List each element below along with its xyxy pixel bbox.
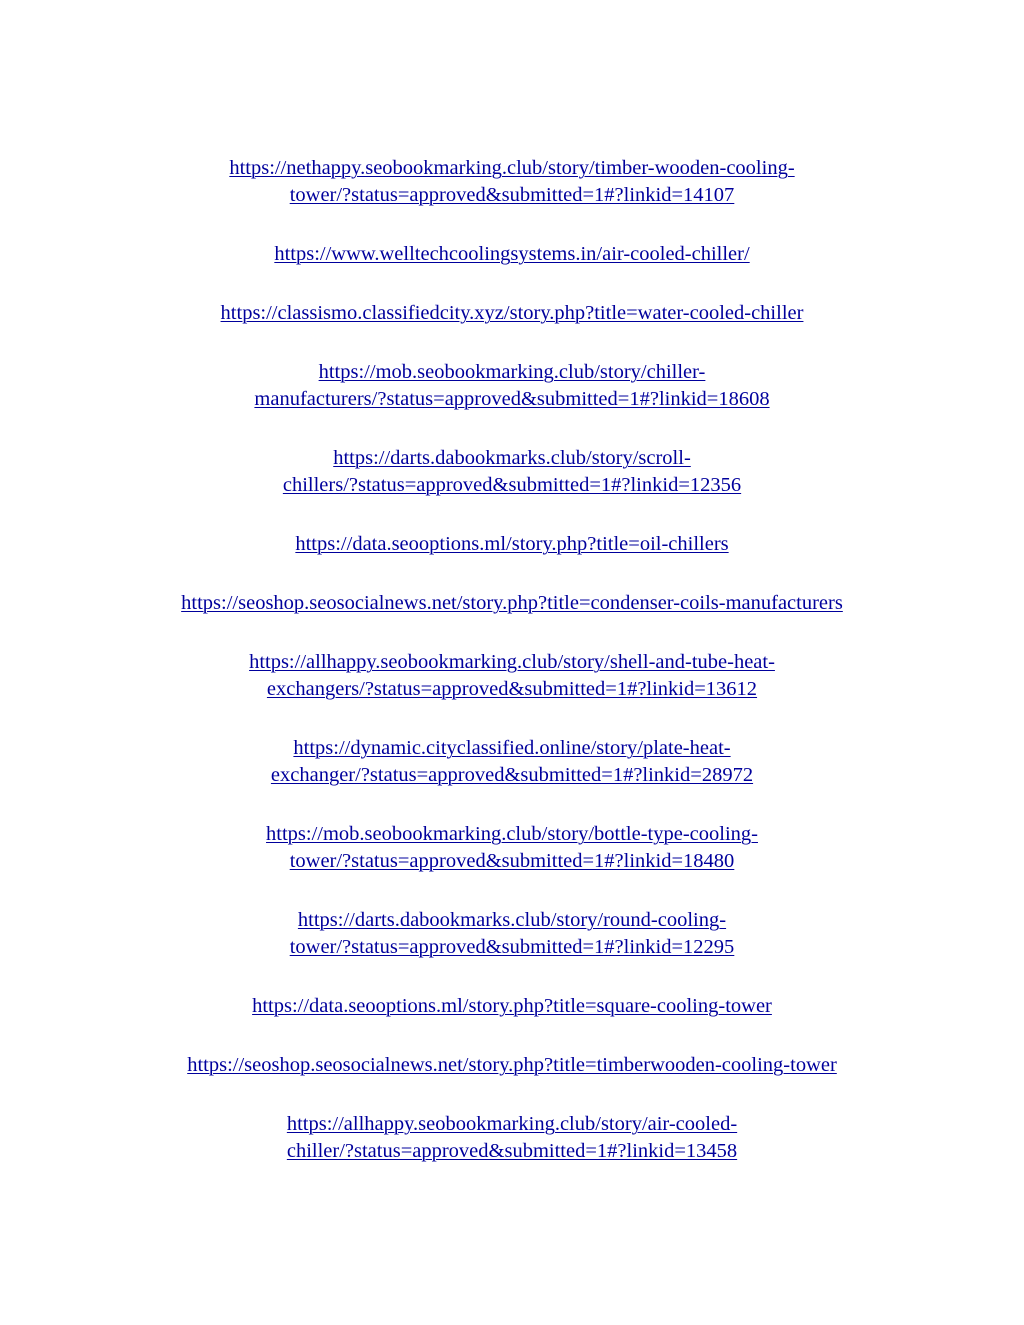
link-data-oil-chillers[interactable]: [100, 531, 924, 558]
link-text-line: chiller/?status=approved&submitted=1#?linkid=13458: [286, 1140, 738, 1162]
link-text-line: https://seoshop.seosocialnews.net/story.php?title=condenser-coils-manufacturers: [181, 592, 843, 614]
link-text-line: https://mob.seobookmarking.club/story/bottle-type-cooling-: [266, 823, 758, 845]
link-mob-bottle-type-cooling-tower[interactable]: [100, 821, 924, 875]
link-item: [100, 993, 924, 1020]
link-text-line: https://data.seooptions.ml/story.php?title=oil-chillers: [295, 533, 729, 555]
link-darts-round-cooling-tower[interactable]: [100, 907, 924, 961]
link-text-line: https://classismo.classifiedcity.xyz/story.php?title=water-cooled-chiller: [220, 302, 804, 324]
link-text-line: https://allhappy.seobookmarking.club/story/air-cooled-: [286, 1113, 738, 1135]
link-text-line: chillers/?status=approved&submitted=1#?linkid=12356: [282, 474, 742, 496]
link-list: [100, 155, 924, 1197]
link-text-line: tower/?status=approved&submitted=1#?linkid=18480: [289, 850, 735, 872]
link-item: [100, 445, 924, 499]
link-text-line: tower/?status=approved&submitted=1#?linkid=12295: [289, 936, 735, 958]
link-item: [100, 241, 924, 268]
link-item: [100, 821, 924, 875]
link-text-line: https://data.seooptions.ml/story.php?title=square-cooling-tower: [252, 995, 772, 1017]
link-text-line: manufacturers/?status=approved&submitted=1#?linkid=18608: [254, 388, 770, 410]
link-text-line: exchangers/?status=approved&submitted=1#?linkid=13612: [266, 678, 758, 700]
link-item: [100, 300, 924, 327]
link-seoshop-condenser-coils[interactable]: [100, 590, 924, 617]
link-item: [100, 735, 924, 789]
link-allhappy-air-cooled-chiller[interactable]: [100, 1111, 924, 1165]
link-text-line: https://seoshop.seosocialnews.net/story.php?title=timberwooden-cooling-tower: [187, 1054, 837, 1076]
link-welltech-air-cooled-chiller[interactable]: [100, 241, 924, 268]
link-item: [100, 359, 924, 413]
link-seoshop-timberwooden-cooling-tower[interactable]: [100, 1052, 924, 1079]
link-text-line: https://darts.dabookmarks.club/story/scroll-: [333, 447, 691, 469]
link-nethappy-timber-wooden-cooling-tower[interactable]: [100, 155, 924, 209]
link-text-line: https://mob.seobookmarking.club/story/chiller-: [318, 361, 706, 383]
link-text-line: https://allhappy.seobookmarking.club/story/shell-and-tube-heat-: [249, 651, 775, 673]
link-text-line: tower/?status=approved&submitted=1#?linkid=14107: [289, 184, 735, 206]
link-text-line: https://www.welltechcoolingsystems.in/air-cooled-chiller/: [274, 243, 750, 265]
link-mob-chiller-manufacturers[interactable]: [100, 359, 924, 413]
link-item: [100, 1052, 924, 1079]
link-darts-scroll-chillers[interactable]: [100, 445, 924, 499]
link-item: [100, 590, 924, 617]
link-dynamic-plate-heat-exchanger[interactable]: [100, 735, 924, 789]
link-item: [100, 649, 924, 703]
link-text-line: exchanger/?status=approved&submitted=1#?linkid=28972: [270, 764, 754, 786]
link-text-line: https://nethappy.seobookmarking.club/story/timber-wooden-cooling-: [229, 157, 795, 179]
link-item: [100, 531, 924, 558]
link-item: [100, 1111, 924, 1165]
link-classismo-water-cooled-chiller[interactable]: [100, 300, 924, 327]
link-text-line: https://darts.dabookmarks.club/story/round-cooling-: [297, 909, 727, 931]
link-data-square-cooling-tower[interactable]: [100, 993, 924, 1020]
link-item: [100, 907, 924, 961]
link-allhappy-shell-and-tube[interactable]: [100, 649, 924, 703]
link-item: [100, 155, 924, 209]
link-text-line: https://dynamic.cityclassified.online/story/plate-heat-: [293, 737, 731, 759]
